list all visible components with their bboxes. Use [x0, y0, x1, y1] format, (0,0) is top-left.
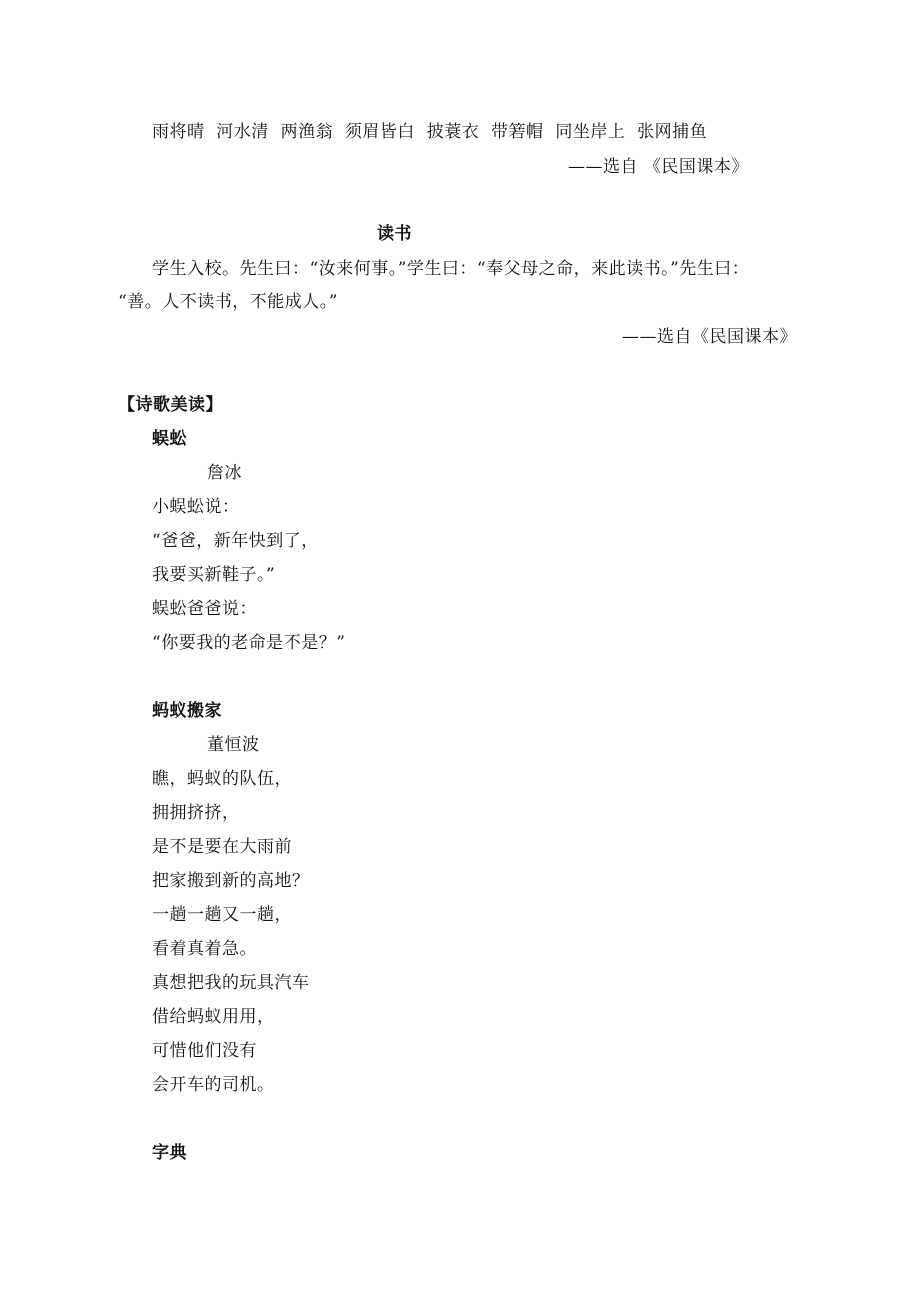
- poem2-line: 会开车的司机。: [152, 1075, 275, 1095]
- passage2-title: 读书: [377, 224, 412, 244]
- poem2-line: 借给蚂蚁用用，: [152, 1007, 275, 1027]
- passage2-line1: 学生入校。先生曰：“汝来何事。”学生曰：“奉父母之命，来此读书。”先生曰：: [152, 259, 750, 279]
- poem2-line: 真想把我的玩具汽车: [152, 973, 310, 993]
- passage2-source: ——选自《民国课本》: [622, 327, 797, 347]
- poem1-title: 蜈蚣: [152, 429, 187, 449]
- section-heading: 【诗歌美读】: [118, 395, 223, 415]
- passage1-source: ——选自 《民国课本》: [568, 157, 749, 177]
- poem1-line: 我要买新鞋子。”: [152, 565, 276, 585]
- poem2-line: 一趟一趟又一趟，: [152, 905, 292, 925]
- poem2-line: 拥拥挤挤，: [152, 803, 240, 823]
- poem1-author: 詹冰: [207, 463, 242, 483]
- poem2-line: 可惜他们没有: [152, 1041, 257, 1061]
- poem3-title: 字典: [152, 1143, 187, 1163]
- passage1-text: 雨将晴 河水清 两渔翁 须眉皆白 披蓑衣 带箬帽 同坐岸上 张网捕鱼: [152, 122, 708, 142]
- poem2-line: 是不是要在大雨前: [152, 837, 292, 857]
- poem1-line: 蜈蚣爸爸说：: [152, 599, 257, 619]
- poem1-line: 小蜈蚣说：: [152, 497, 240, 517]
- poem2-author: 董恒波: [207, 735, 260, 755]
- passage2-line2: “善。人不读书，不能成人。”: [118, 292, 338, 312]
- poem1-line: “你要我的老命是不是？”: [152, 633, 346, 653]
- poem1-line: “爸爸，新年快到了，: [152, 531, 319, 551]
- poem2-line: 把家搬到新的高地？: [152, 871, 310, 891]
- poem2-title: 蚂蚁搬家: [152, 701, 222, 721]
- poem2-line: 看着真着急。: [152, 939, 257, 959]
- poem2-line: 瞧，蚂蚁的队伍，: [152, 769, 292, 789]
